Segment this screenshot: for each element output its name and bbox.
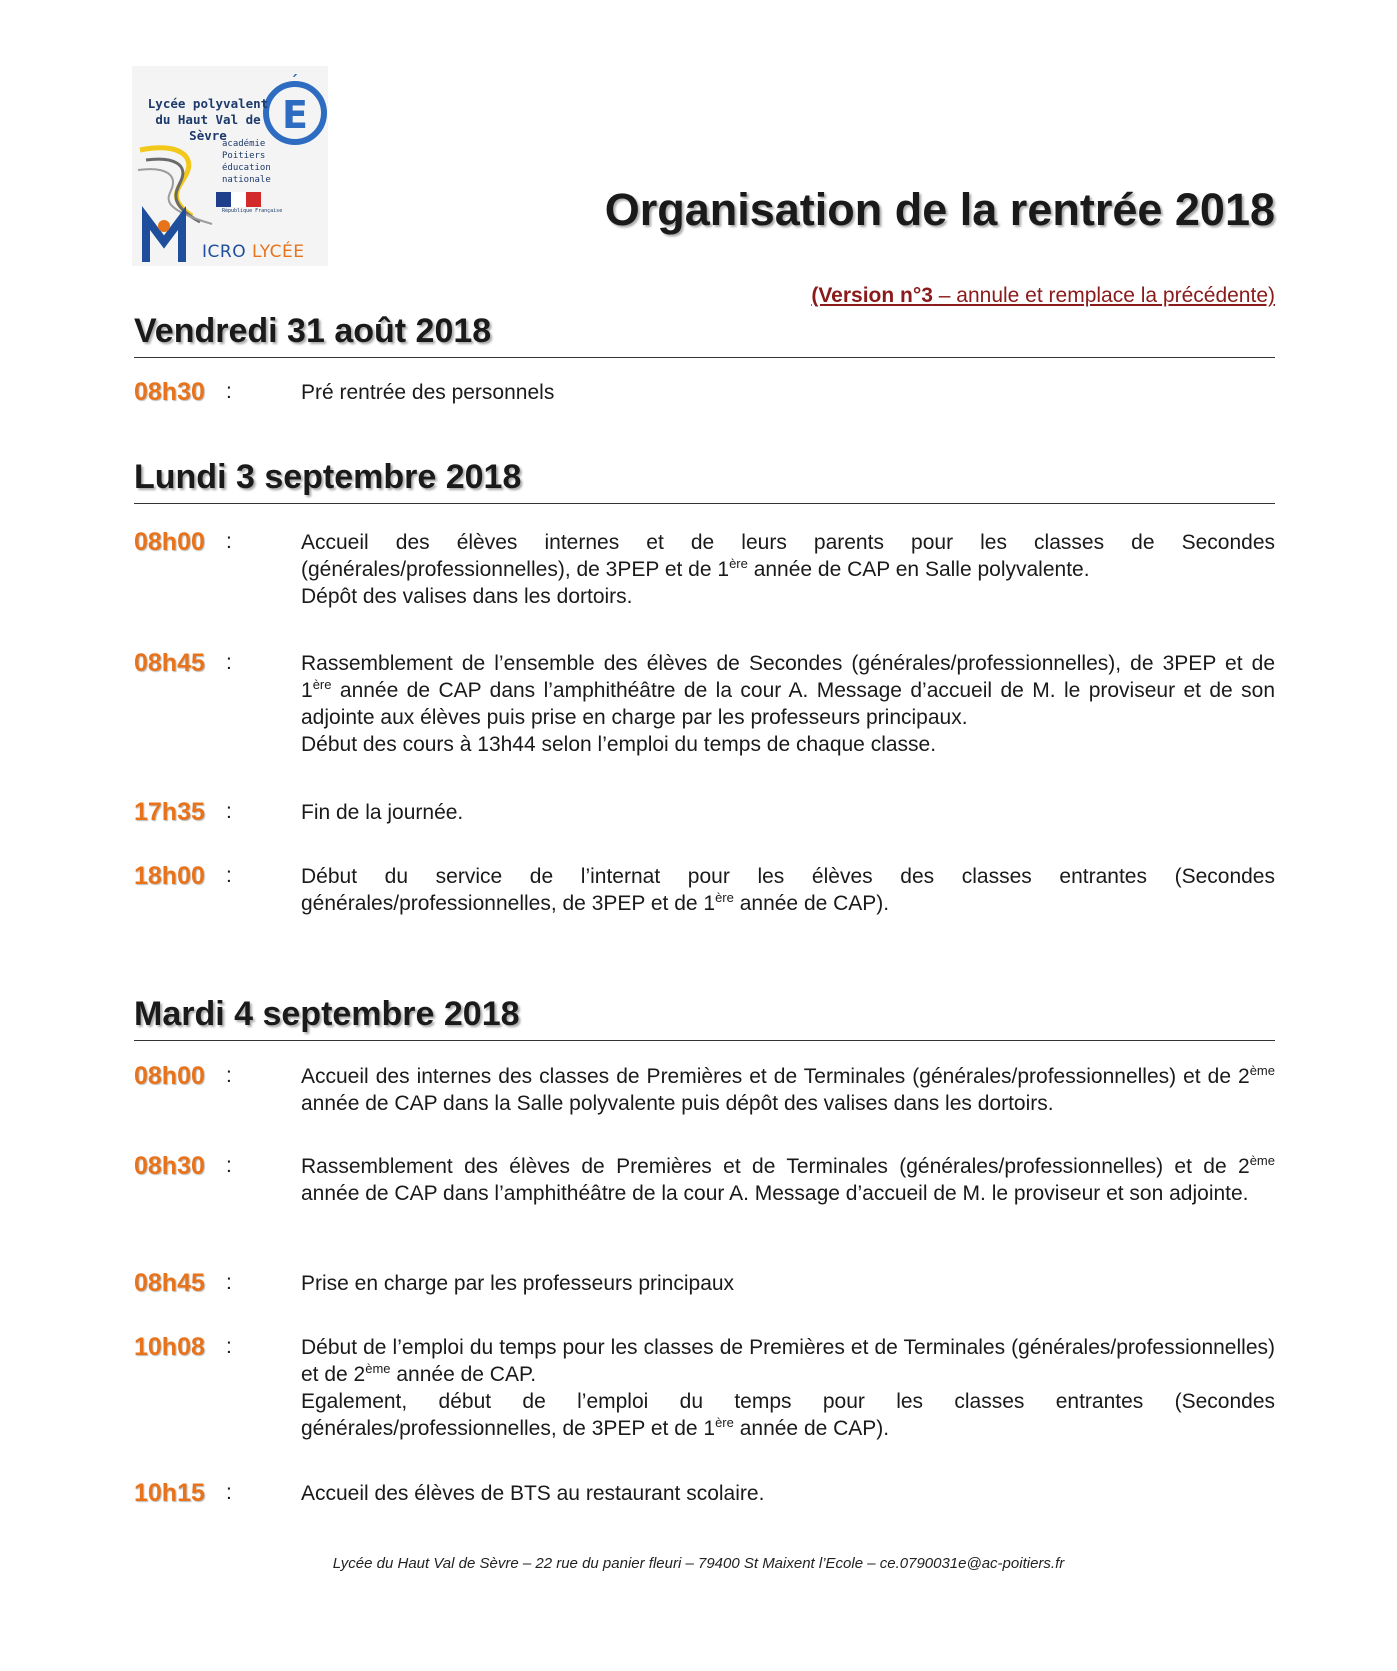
logo-line1: Lycée polyvalent bbox=[147, 96, 269, 111]
logo-school-name bbox=[138, 96, 278, 144]
entry-description bbox=[301, 1480, 1275, 1507]
entry-text-a: Début de l’emploi du temps pour les classes de Premières et de Terminales (générales/professionnelles) et de 2 bbox=[301, 1336, 1275, 1386]
entry-sup: ère bbox=[715, 1415, 734, 1430]
entry-description bbox=[301, 1334, 1275, 1442]
entry-description bbox=[301, 650, 1275, 758]
entry-colon: : bbox=[226, 530, 232, 553]
entry-text-a: Rassemblement de l’ensemble des élèves de Secondes (générales/professionnelles), de 3PEP et de 1 bbox=[301, 652, 1275, 702]
entry-text: Pré rentrée des personnels bbox=[301, 381, 555, 404]
entry-sup: ème bbox=[1249, 1153, 1275, 1168]
entry-text-b: année de CAP dans l’amphithéâtre de la cour A. Message d’accueil de M. le proviseur et son adjointe. bbox=[301, 1182, 1249, 1205]
day-heading: Lundi 3 septembre 2018 bbox=[134, 458, 1275, 504]
logo-ministry bbox=[222, 138, 292, 214]
entry-paragraph bbox=[301, 863, 1275, 917]
logo-academie1: académie bbox=[222, 139, 266, 149]
entry-colon: : bbox=[226, 651, 232, 674]
entry-text-b: année de CAP. bbox=[390, 1363, 537, 1386]
entry-time: 08h00 bbox=[134, 1062, 205, 1090]
entry-text-b: année de CAP dans l’amphithéâtre de la cour A. Message d’accueil de M. le proviseur et de son adjointe aux élèves puis prise en charge par les professeurs principaux. bbox=[301, 679, 1275, 729]
entry-text-a: Début du service de l’internat pour les élèves des classes entrantes (Secondes générales/professionnelles, de 3PEP et de 1 bbox=[301, 865, 1275, 915]
entry-sup: ère bbox=[729, 556, 748, 571]
logo-micro-lycee bbox=[202, 242, 305, 262]
entry-text-b: année de CAP). bbox=[733, 1417, 890, 1440]
entry-colon: : bbox=[226, 1154, 232, 1177]
entry-time: 18h00 bbox=[134, 862, 205, 890]
entry-text: Prise en charge par les professeurs principaux bbox=[301, 1272, 735, 1295]
school-logo bbox=[132, 66, 328, 266]
entry-paragraph-2 bbox=[301, 1388, 1275, 1442]
entry-paragraph bbox=[301, 1063, 1275, 1117]
entry-text-b: année de CAP en Salle polyvalente. bbox=[747, 558, 1090, 581]
logo-micro-icro: ICRO bbox=[202, 242, 247, 262]
entry-time: 08h45 bbox=[134, 1269, 205, 1297]
entry-time: 08h30 bbox=[134, 1152, 205, 1180]
day-section-tuesday bbox=[134, 995, 1275, 1507]
entry-description bbox=[301, 1270, 1275, 1297]
entry-paragraph-2: Début des cours à 13h44 selon l’emploi du temps de chaque classe. bbox=[301, 733, 937, 756]
entry-colon: : bbox=[226, 380, 232, 403]
entry-sup: ère bbox=[312, 677, 332, 692]
entry-colon: : bbox=[226, 1335, 232, 1358]
entry-sup: ère bbox=[715, 890, 734, 905]
day-heading: Vendredi 31 août 2018 bbox=[134, 312, 1275, 358]
entry-colon: : bbox=[226, 800, 232, 823]
entry-time: 17h35 bbox=[134, 798, 205, 826]
entry-description bbox=[301, 529, 1275, 610]
entry-time: 08h00 bbox=[134, 528, 205, 556]
entry-text-a: Accueil des internes des classes de Premières et de Terminales (générales/professionnelles) et de 2 bbox=[301, 1065, 1250, 1088]
entry-description bbox=[301, 1063, 1275, 1117]
logo-academie2: Poitiers bbox=[222, 151, 266, 161]
day-section-friday bbox=[134, 312, 1275, 406]
logo-republique: République Française bbox=[222, 208, 283, 214]
entry-description bbox=[301, 799, 1275, 826]
entry-time: 08h45 bbox=[134, 649, 205, 677]
logo-education1: éducation bbox=[222, 163, 271, 173]
entry-text-a: Accueil des élèves internes et de leurs parents pour les classes de Secondes (générales/professionnelles), de 3PEP et de 1 bbox=[301, 531, 1275, 581]
entry-description bbox=[301, 863, 1275, 917]
entry-colon: : bbox=[226, 864, 232, 887]
logo-micro-lycee-word: LYCÉE bbox=[251, 242, 305, 262]
entry-time: 08h30 bbox=[134, 378, 205, 406]
entry-colon: : bbox=[226, 1064, 232, 1087]
entry-paragraph bbox=[301, 1334, 1275, 1388]
entry-sup: ème bbox=[365, 1361, 391, 1376]
page-footer-address: Lycée du Haut Val de Sèvre – 22 rue du panier fleuri – 79400 St Maixent l’Ecole – ce.0790031e@ac-poitiers.fr bbox=[332, 1555, 1065, 1572]
entry-text-b: année de CAP). bbox=[733, 892, 890, 915]
entry-description bbox=[301, 379, 1275, 406]
entry-paragraph bbox=[301, 650, 1275, 731]
entry-colon: : bbox=[226, 1271, 232, 1294]
entry-text-a: Rassemblement des élèves de Premières et de Terminales (générales/professionnelles) et de 2 bbox=[301, 1155, 1250, 1178]
entry-colon: : bbox=[226, 1481, 232, 1504]
entry-time: 10h08 bbox=[134, 1333, 205, 1361]
entry-time: 10h15 bbox=[134, 1479, 205, 1507]
entry-paragraph-2: Dépôt des valises dans les dortoirs. bbox=[301, 585, 633, 608]
page-title: Organisation de la rentrée 2018 bbox=[604, 184, 1275, 235]
entry-text-b: année de CAP dans la Salle polyvalente puis dépôt des valises dans les dortoirs. bbox=[301, 1092, 1054, 1115]
entry-description bbox=[301, 1153, 1275, 1207]
entry-text-a: Egalement, début de l’emploi du temps pour les classes entrantes (Secondes générales/professionnelles, de 3PEP et de 1 bbox=[301, 1390, 1275, 1440]
entry-paragraph bbox=[301, 1153, 1275, 1207]
version-rest: – annule et remplace la précédente) bbox=[932, 284, 1275, 307]
version-number: (Version n°3 bbox=[811, 284, 933, 307]
day-heading: Mardi 4 septembre 2018 bbox=[134, 995, 1275, 1041]
svg-text:E: E bbox=[282, 93, 308, 137]
version-note bbox=[811, 284, 1275, 308]
entry-paragraph bbox=[301, 529, 1275, 583]
logo-education2: nationale bbox=[222, 175, 271, 185]
entry-text: Fin de la journée. bbox=[301, 801, 464, 824]
entry-text: Accueil des élèves de BTS au restaurant scolaire. bbox=[301, 1482, 765, 1505]
logo-line2: du Haut Val de Sèvre bbox=[155, 112, 261, 143]
entry-sup: ème bbox=[1249, 1063, 1275, 1078]
day-section-monday bbox=[134, 458, 1275, 915]
svg-text:´: ´ bbox=[290, 72, 298, 91]
